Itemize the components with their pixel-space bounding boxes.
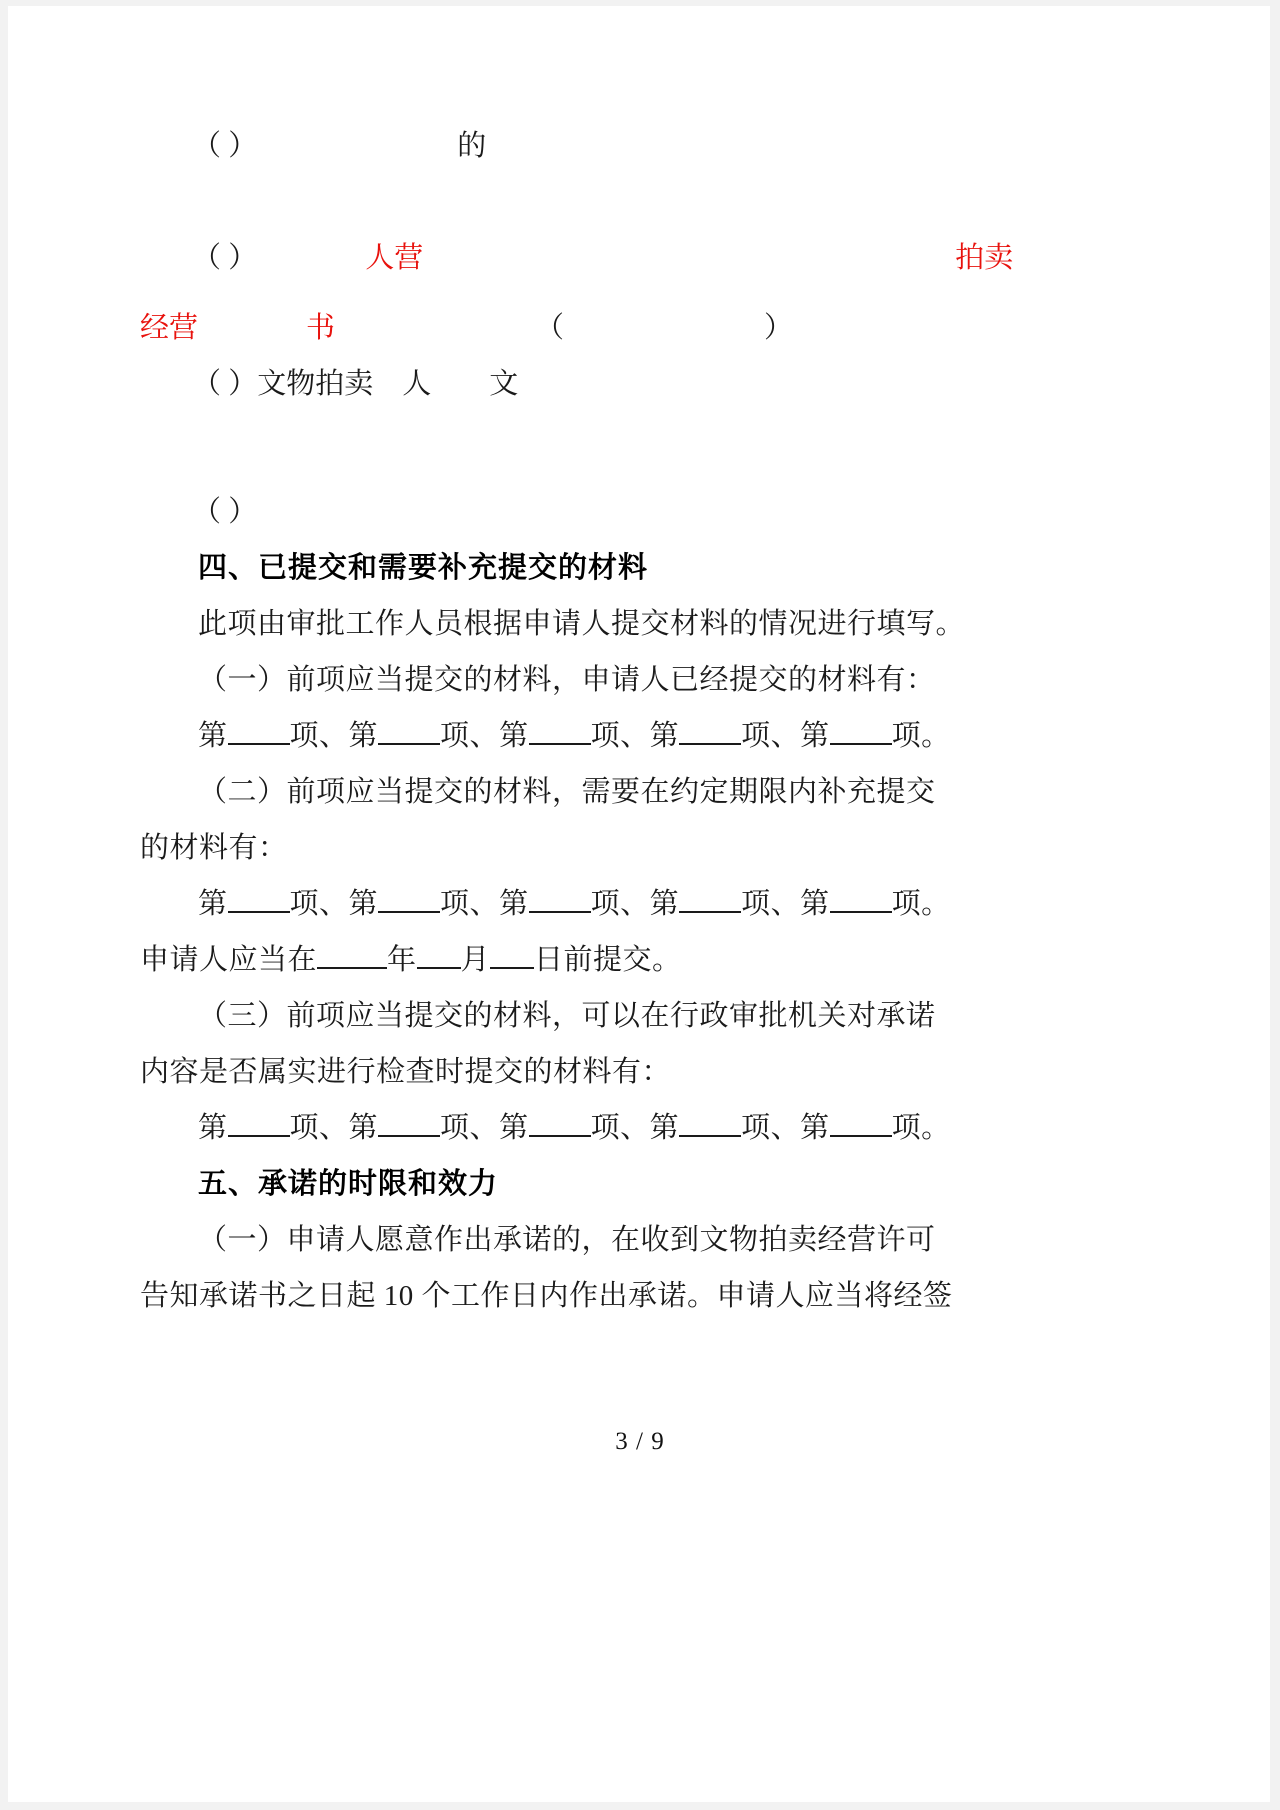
section-four-item-one-lead: （一）前项应当提交的材料，申请人已经提交的材料有： — [198, 664, 936, 696]
spacer — [140, 286, 985, 300]
blank-field-5[interactable] — [830, 743, 892, 745]
blank-field-11[interactable] — [228, 1135, 290, 1137]
blank-label-prefix-6: 第 — [198, 888, 228, 920]
blank-label-prefix-14: 第 — [649, 1112, 680, 1144]
fill-row-1-text: 的 — [457, 130, 487, 162]
section-four-item-three-lead-line2: 内容是否属实进行检查时提交的材料有： — [140, 1056, 672, 1088]
blank-label-prefix-13: 第 — [499, 1112, 529, 1144]
section-four-deadline-line — [140, 932, 985, 988]
deadline-year-field[interactable] — [317, 967, 387, 969]
blank-label-mid-1: 项、 — [289, 720, 349, 752]
fill-row-2-red-a: 人营 — [365, 242, 424, 274]
blank-label-mid-8: 项、 — [590, 888, 650, 920]
deadline-month-label: 月 — [460, 944, 491, 976]
fill-row-3-paren-open: （ — [535, 312, 565, 344]
deadline-day-field[interactable] — [490, 967, 534, 969]
section-four-heading: 四、已提交和需要补充提交的材料 — [198, 552, 649, 584]
page-edge-top — [0, 0, 1280, 6]
deadline-day-label: 日前提交。 — [534, 944, 682, 976]
section-five-heading: 五、承诺的时限和效力 — [198, 1168, 499, 1200]
page-edge-left — [0, 0, 8, 1810]
deadline-prefix: 申请人应当在 — [140, 944, 318, 976]
fill-row-1-paren: （ ） — [192, 130, 258, 162]
blank-label-mid-14: 项、 — [741, 1112, 801, 1144]
blank-label-prefix-5: 第 — [800, 720, 830, 752]
section-five-item-one-line2: 告知承诺书之日起 10 个工作日内作出承诺。申请人应当将经签 — [140, 1280, 953, 1312]
page-edge-bottom — [0, 1802, 1280, 1810]
blank-label-end-3: 项。 — [891, 1112, 951, 1144]
blank-label-mid-2: 项、 — [440, 720, 500, 752]
blank-label-prefix-11: 第 — [198, 1112, 228, 1144]
blank-field-4[interactable] — [679, 743, 741, 745]
section-four-item-three-blanks — [140, 1100, 985, 1156]
blank-label-prefix-12: 第 — [348, 1112, 379, 1144]
blank-label-prefix-9: 第 — [649, 888, 680, 920]
fill-row-3-red-b: 书 — [306, 312, 336, 344]
fill-row-3-paren-close: ） — [764, 312, 794, 344]
section-four-item-two-lead-line2: 的材料有： — [140, 832, 288, 864]
fill-row-2-paren: （ ） — [192, 242, 258, 274]
deadline-month-field[interactable] — [417, 967, 461, 969]
blank-field-9[interactable] — [679, 911, 741, 913]
blank-label-prefix-3: 第 — [499, 720, 529, 752]
blank-label-end-2: 项。 — [891, 888, 951, 920]
fill-row-2-red-b: 拍卖 — [955, 242, 1014, 274]
spacer — [140, 174, 985, 230]
fill-row-5-paren: （ ） — [192, 496, 258, 528]
document-content — [140, 118, 1014, 1324]
section-four-item-two-lead-line1: （二）前项应当提交的材料，需要在约定期限内补充提交 — [198, 776, 936, 808]
fill-row-4-text: （ ）文物拍卖 人 文 — [192, 368, 519, 400]
section-four-item-one-blanks — [140, 708, 985, 764]
blank-label-end-1: 项。 — [891, 720, 951, 752]
fill-row-3-red-a: 经营 — [140, 312, 199, 344]
blank-label-mid-12: 项、 — [440, 1112, 500, 1144]
fill-row-4 — [140, 356, 985, 412]
fill-row-3 — [140, 300, 985, 356]
blank-label-prefix-10: 第 — [800, 888, 830, 920]
deadline-year-label: 年 — [387, 944, 417, 976]
blank-label-prefix-1: 第 — [198, 720, 228, 752]
blank-label-mid-3: 项、 — [590, 720, 650, 752]
blank-label-mid-6: 项、 — [289, 888, 349, 920]
section-four-intro: 此项由审批工作人员根据申请人提交材料的情况进行填写。 — [198, 608, 966, 640]
spacer — [140, 412, 985, 484]
section-four-item-three-lead-line1: （三）前项应当提交的材料，可以在行政审批机关对承诺 — [198, 1000, 936, 1032]
blank-label-prefix-2: 第 — [348, 720, 379, 752]
section-five-item-one-line1: （一）申请人愿意作出承诺的，在收到文物拍卖经营许可 — [198, 1224, 936, 1256]
blank-label-prefix-4: 第 — [649, 720, 680, 752]
blank-label-mid-13: 项、 — [590, 1112, 650, 1144]
fill-row-2 — [140, 230, 1014, 286]
blank-label-mid-11: 项、 — [289, 1112, 349, 1144]
section-four-item-two-blanks — [140, 876, 985, 932]
blank-field-1[interactable] — [228, 743, 290, 745]
page-edge-right — [1270, 0, 1280, 1810]
blank-label-prefix-7: 第 — [348, 888, 379, 920]
blank-field-12[interactable] — [378, 1135, 440, 1137]
blank-label-prefix-15: 第 — [800, 1112, 830, 1144]
blank-field-15[interactable] — [830, 1135, 892, 1137]
blank-field-3[interactable] — [529, 743, 591, 745]
fill-row-5 — [140, 484, 985, 540]
blank-field-14[interactable] — [679, 1135, 741, 1137]
blank-field-6[interactable] — [228, 911, 290, 913]
page-number-footer: 3 / 9 — [615, 1428, 665, 1455]
blank-field-10[interactable] — [830, 911, 892, 913]
blank-field-7[interactable] — [378, 911, 440, 913]
blank-field-13[interactable] — [529, 1135, 591, 1137]
blank-label-mid-9: 项、 — [741, 888, 801, 920]
blank-label-mid-4: 项、 — [741, 720, 801, 752]
fill-row-1 — [140, 118, 985, 174]
blank-label-prefix-8: 第 — [499, 888, 529, 920]
blank-label-mid-7: 项、 — [440, 888, 500, 920]
blank-field-2[interactable] — [378, 743, 440, 745]
blank-field-8[interactable] — [529, 911, 591, 913]
